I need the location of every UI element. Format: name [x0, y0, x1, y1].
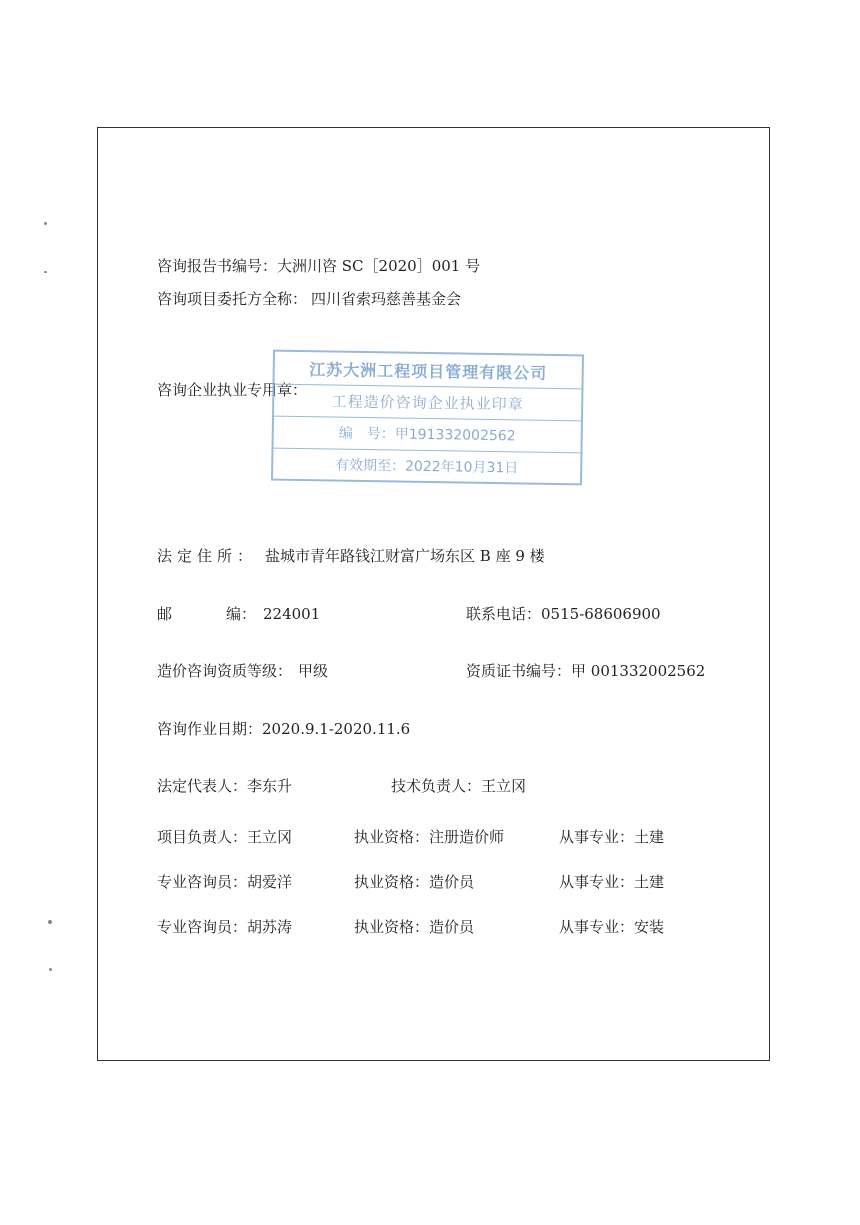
staff-spec-value: 土建: [634, 828, 665, 846]
postcode-label-2: 编：: [226, 605, 257, 623]
client-row: [157, 289, 461, 309]
work-date-value: 2020.9.1-2020.11.6: [262, 720, 411, 738]
staff-qual-value: 注册造价师: [429, 828, 505, 846]
phone-label: 联系电话：: [466, 605, 542, 623]
postcode-label-1: 邮: [157, 605, 173, 623]
scan-speck: [44, 271, 47, 273]
phone-value: 0515-68606900: [541, 605, 661, 623]
work-date-row: [157, 719, 410, 739]
staff-role-label: 专业咨询员：: [157, 873, 248, 891]
legal-rep-value: 李东升: [247, 777, 293, 795]
tech-lead-row: [391, 776, 526, 796]
staff-spec: [559, 917, 664, 937]
qualification-row: [157, 661, 328, 681]
staff-spec-value: 土建: [634, 873, 665, 891]
seal-label: 咨询企业执业专用章：: [157, 381, 308, 399]
certificate-value: 甲 001332002562: [571, 662, 706, 680]
staff-spec-label: 从事专业：: [559, 873, 635, 891]
staff-name: 王立冈: [247, 828, 293, 846]
work-date-label: 咨询作业日期：: [157, 720, 263, 738]
scan-speck: [44, 222, 47, 225]
report-number-value: 大洲川咨 SC［2020］001 号: [277, 257, 481, 275]
staff-spec: [559, 872, 664, 892]
staff-role-label: 专业咨询员：: [157, 918, 248, 936]
scan-speck: [48, 920, 52, 924]
qualification-label: 造价咨询资质等级：: [157, 662, 293, 680]
staff-name: 胡苏涛: [247, 918, 293, 936]
staff-name: 胡爱洋: [247, 873, 293, 891]
stamp-title: 工程造价咨询企业执业印章: [274, 384, 581, 422]
stamp-validity: 有效期至：2022年10月31日: [334, 457, 519, 476]
staff-spec-label: 从事专业：: [559, 828, 635, 846]
staff-spec-label: 从事专业：: [559, 918, 635, 936]
address-row: [157, 546, 545, 566]
scan-speck: [49, 968, 52, 971]
staff-role: [157, 872, 292, 892]
tech-lead-value: 王立冈: [481, 777, 527, 795]
certificate-label: 资质证书编号：: [466, 662, 572, 680]
address-label: 法定住所：: [157, 547, 258, 565]
staff-qual-value: 造价员: [429, 873, 475, 891]
staff-qual: [354, 917, 474, 937]
staff-role: [157, 827, 292, 847]
report-number-row: [157, 256, 480, 276]
staff-qual-label: 执业资格：: [354, 828, 430, 846]
report-number-label: 咨询报告书编号：: [157, 257, 278, 275]
stamp-company-name: 江苏大洲工程项目管理有限公司: [274, 352, 581, 390]
address-value: 盐城市青年路钱江财富广场东区 B 座 9 楼: [265, 547, 545, 565]
staff-qual-value: 造价员: [429, 918, 475, 936]
staff-role-label: 项目负责人：: [157, 828, 248, 846]
client-value: 四川省索玛慈善基金会: [311, 290, 462, 308]
stamp-number: 编 号：甲191332002562: [273, 416, 580, 454]
qualification-value: 甲级: [298, 662, 329, 680]
staff-role: [157, 917, 292, 937]
staff-qual-label: 执业资格：: [354, 918, 430, 936]
staff-qual-label: 执业资格：: [354, 873, 430, 891]
staff-spec: [559, 827, 664, 847]
phone-row: [466, 604, 661, 624]
client-label: 咨询项目委托方全称：: [157, 290, 308, 308]
staff-spec-value: 安装: [634, 918, 665, 936]
postcode-value: 224001: [263, 605, 321, 623]
legal-rep-row: [157, 776, 292, 796]
staff-qual: [354, 872, 474, 892]
company-seal-stamp: [271, 350, 584, 486]
legal-rep-label: 法定代表人：: [157, 777, 248, 795]
tech-lead-label: 技术负责人：: [391, 777, 482, 795]
certificate-row: [466, 661, 705, 681]
staff-qual: [354, 827, 504, 847]
